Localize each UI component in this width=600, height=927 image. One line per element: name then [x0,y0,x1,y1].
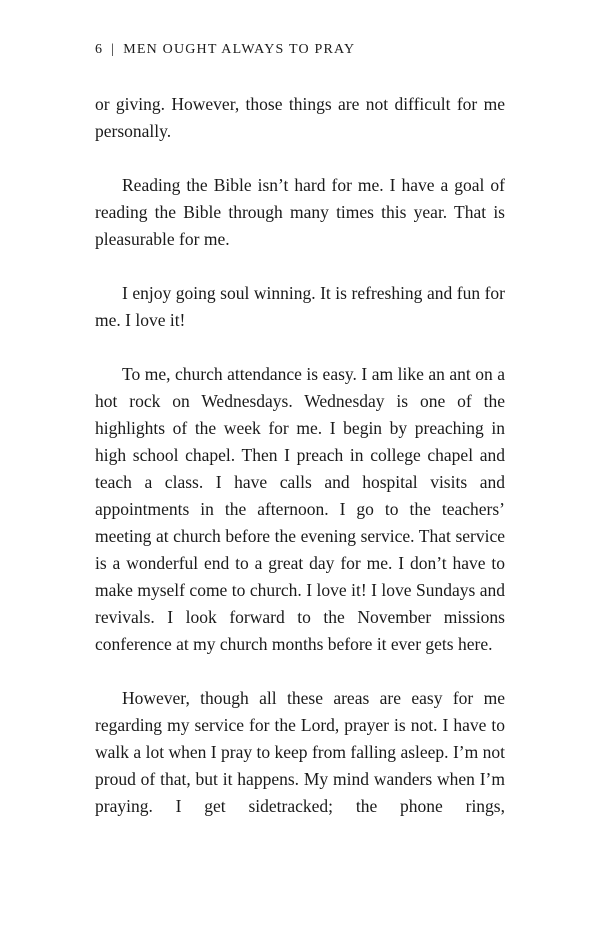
paragraph-church-attendance: To me, church attendance is easy. I am like an ant on a hot rock on Wednesdays. Wednesday is one of the highlights of the week for me. I begin by preaching in high school chapel. Then I preach in college chapel and teach a class. I have calls and hospital visits and appointments in the afternoon. I go to the teachers’ meeting at church before the evening service. That service is a wonderful end to a great day for me. I don’t have to make myself come to church. I love it! I love Sundays and revivals. I look forward to the November missions conference at my church months before it ever gets here. [95,364,505,654]
running-header [95,42,355,58]
header-separator: | [111,42,116,57]
paragraph-continued: or giving. However, those things are not difficult for me personally. [95,94,505,141]
page-number: 6 [95,42,104,57]
body-text [95,91,505,847]
paragraph-reading-bible: Reading the Bible isn’t hard for me. I have a goal of reading the Bible through many times this year. That is pleasurable for me. [95,175,505,249]
paragraph-soul-winning: I enjoy going soul winning. It is refreshing and fun for me. I love it! [95,283,505,330]
paragraph-prayer: However, though all these areas are easy for me regarding my service for the Lord, prayer is not. I have to walk a lot when I pray to keep from falling asleep. I’m not proud of that, but it happens. My mind wanders when I’m praying. I get sidetracked; the phone rings, [95,688,505,816]
book-title: MEN OUGHT ALWAYS TO PRAY [123,42,356,57]
